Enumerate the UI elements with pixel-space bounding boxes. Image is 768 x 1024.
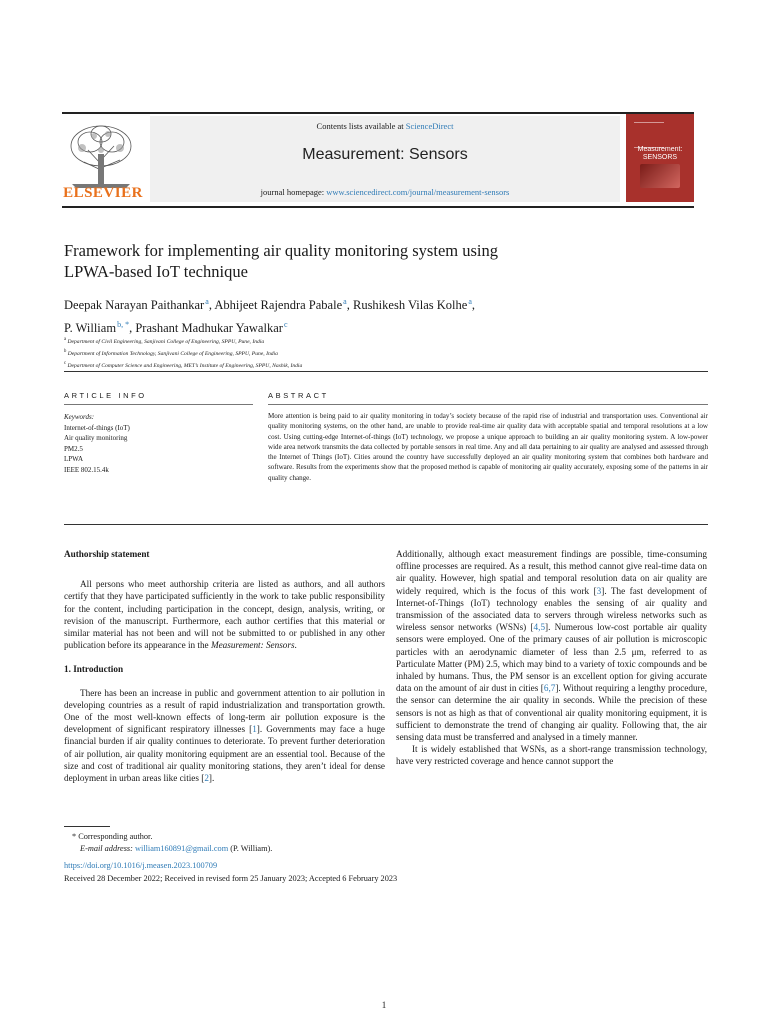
author-list (64, 292, 684, 338)
affiliation-text: Department of Information Technology, Sanjivani College of Engineering, SPPU, Pune, India (67, 350, 278, 357)
contents-prefix: Contents lists available at (316, 121, 404, 131)
citation-link[interactable]: 3 (596, 585, 602, 596)
authorship-text: All persons who meet authorship criteria are listed as authors, and all authors certify that they have participated sufficiently in the work to take public responsibility for the content, including participation in the concept, design, analysis, writing, or revision of the manuscript. Furthermore, each author certifies that this material or similar material has not been and will not be submitted to or published in any other publication before its appearance in the (64, 579, 385, 651)
authorship-end: . (294, 640, 297, 651)
citation-link[interactable]: 6,7 (543, 683, 556, 694)
author-name[interactable]: Deepak Narayan Paithankar (64, 298, 205, 313)
doi-link[interactable]: https://doi.org/10.1016/j.measen.2023.100709 (64, 861, 218, 870)
author-separator: , (346, 298, 353, 313)
citation-link[interactable]: 4,5 (533, 622, 546, 633)
intro-text: ]. Governments may face a huge financial burden if air quality continues to deteriorate. To prevent further deterioration of air pollution, air quality monitoring equipment are an essential tool. Because of the size and cost of traditional air quality monitoring stations, they aren’t ideal for dense deployment in urban areas like cities [ (64, 724, 385, 784)
sciencedirect-link[interactable]: ScienceDirect (405, 121, 454, 131)
header-top-rule (62, 112, 694, 114)
body-text: Additionally, although exact measurement findings are possible, time-consuming offline processes are required. As a result, this method cannot give real-time data on air quality. However, high spatial and temporal resolution data on air quality are widely required, which is the focus of this work [ (396, 549, 707, 596)
author-name[interactable]: Rushikesh Vilas Kolhe (352, 298, 468, 313)
cover-image (640, 164, 680, 188)
header-bottom-rule (62, 206, 694, 208)
affiliation-item (64, 347, 664, 359)
homepage-prefix: journal homepage: (260, 187, 325, 197)
author-affiliation-mark[interactable]: a (205, 297, 209, 306)
author-separator: , (129, 321, 136, 336)
author-affiliation-mark[interactable]: a (468, 297, 472, 306)
keyword-item: PM2.5 (64, 444, 83, 453)
section-rule-top (64, 371, 708, 372)
author-separator: , (208, 298, 215, 313)
email-link[interactable]: william160891@gmail.com (135, 844, 229, 853)
author-line-1 (64, 292, 684, 315)
affiliation-item (64, 359, 664, 371)
abstract-heading: ABSTRACT (268, 391, 329, 400)
affiliation-text: Department of Computer Science and Engineering, MET’s Institute of Engineering, SPPU, Nashik, India (67, 362, 303, 369)
affiliations (64, 335, 664, 371)
author-name[interactable]: Prashant Madhukar Yawalkar (135, 321, 283, 336)
article-title-line-2: LPWA-based IoT technique (64, 262, 248, 281)
right-paragraph-1 (396, 548, 707, 743)
intro-text: ]. (208, 773, 215, 784)
section-rule-bottom (64, 524, 708, 525)
abstract-text: More attention is being paid to air quality monitoring in today’s society because of the rapid rise of industrial and transportation uses. Conventional air quality monitoring systems, on the other hand, are unable to provide real-time air quality data with acceptable spatial and temporal resolutions at a low cost. Using cutting-edge Internet-of-things (IoT) technology, we propose a unique approach to building an air quality monitoring system. A low-power wide area network transmits the data collected by portable sensors in real time. Any and all data pertaining to air quality are analysed and assessed through the Internet of Things (IoT). Cities around the country have successfully deployed an air quality monitoring system that combines both hardware and software. Results from the experiments show that the proposed method is capable of monitoring air quality accurately, exposing some of the patterns in air quality change. (268, 412, 708, 482)
author-affiliation-mark[interactable]: c (283, 320, 288, 330)
intro-text: There has been an increase in public and government attention to air pollution in developing countries as a result of rapid industrialization and transportation growth. One of the most well-known effects of long-term air pollution exposure is the development of significant respiratory illnesses [ (64, 687, 385, 735)
article-info-rule (64, 404, 253, 405)
corresponding-author-note: * Corresponding author. (72, 832, 153, 841)
author-affiliation-mark[interactable]: a (343, 297, 347, 306)
publisher-name: ELSEVIER (63, 185, 143, 201)
author-name[interactable]: Abhijeet Rajendra Pabale (214, 298, 343, 313)
citation-link[interactable]: 2 (204, 773, 209, 784)
cover-title: Measurement: SENSORS (637, 146, 683, 161)
keywords-list (64, 423, 130, 475)
keyword-item: IEEE 802.15.4k (64, 465, 109, 474)
citation-link[interactable]: 1 (252, 724, 257, 735)
journal-cover-thumbnail[interactable] (626, 114, 694, 202)
intro-paragraph (64, 687, 385, 785)
affiliation-mark: b (64, 348, 67, 354)
abstract-rule (268, 404, 708, 405)
affiliation-item (64, 335, 664, 347)
cover-decoration (634, 122, 664, 148)
body-text: ]. Numerous low-cost portable air quality sensors were employed. One of the primary causes of air pollution is microscopic particles with an aerodynamic diameter of less than 2.5 μm, referred to as Particulate Matter (PM) 2.5, which may bind to a variety of toxic compounds and be inhaled by humans. Thus, the PM sensor is an excellent option for giving accurate data on the amount of air dust in cities [ (396, 622, 707, 694)
affiliation-mark: c (64, 360, 67, 366)
keyword-item: Internet-of-things (IoT) (64, 424, 130, 432)
body-right-column (396, 548, 707, 768)
author-name[interactable]: P. William (64, 321, 117, 336)
contents-line (150, 121, 620, 131)
author-separator: , (471, 298, 476, 313)
affiliation-mark: a (64, 337, 67, 342)
article-title (64, 240, 624, 282)
keyword-item: Air quality monitoring (64, 434, 128, 443)
keyword-item: LPWA (64, 455, 84, 464)
email-label: E-mail address: (80, 844, 133, 853)
authorship-paragraph (64, 578, 385, 651)
keywords-label: Keywords: (64, 413, 95, 421)
homepage-line (150, 187, 620, 197)
authorship-journal: Measurement: Sensors (210, 640, 295, 651)
body-text: ]. The fast development of Internet-of-Things (IoT) technology enables the sensing of air quality and transmission of the associated data to servers through wireless networks such as wireless sensor networks (WSNs) [ (396, 585, 707, 633)
received-dates: Received 28 December 2022; Received in revised form 25 January 2023; Accepted 6 February 2023 (64, 874, 398, 883)
footnote-rule (64, 826, 110, 827)
author-affiliation-mark[interactable]: b, * (117, 320, 130, 330)
page-number: 1 (381, 1000, 387, 1010)
affiliation-text: Department of Civil Engineering, Sanjivani College of Engineering, SPPU, Pune, India (67, 338, 265, 345)
right-paragraph-2: It is widely established that WSNs, as a short-range transmission technology, have very restricted coverage and hence cannot support the (396, 744, 707, 767)
email-note (80, 843, 272, 855)
email-owner: (P. William). (230, 844, 273, 853)
body-text: ]. Without requiring a lengthy procedure, the sensor can determine the air quality in seconds. While the precision of these sensors is not as high as that of conventional air quality monitoring equipment, it is sufficient to demonstrate the trend of changing air quality. Following that, the air sensing data must be transferred and analysed in a timely manner. (396, 683, 707, 743)
journal-title: Measurement: Sensors (302, 146, 468, 163)
introduction-heading: 1. Introduction (64, 664, 124, 675)
authorship-heading: Authorship statement (64, 549, 150, 559)
article-title-line-1: Framework for implementing air quality monitoring system using (64, 241, 498, 260)
body-left-column (64, 548, 385, 784)
article-info-heading: ARTICLE INFO (64, 391, 147, 400)
homepage-link[interactable]: www.sciencedirect.com/journal/measurement-sensors (326, 187, 510, 197)
